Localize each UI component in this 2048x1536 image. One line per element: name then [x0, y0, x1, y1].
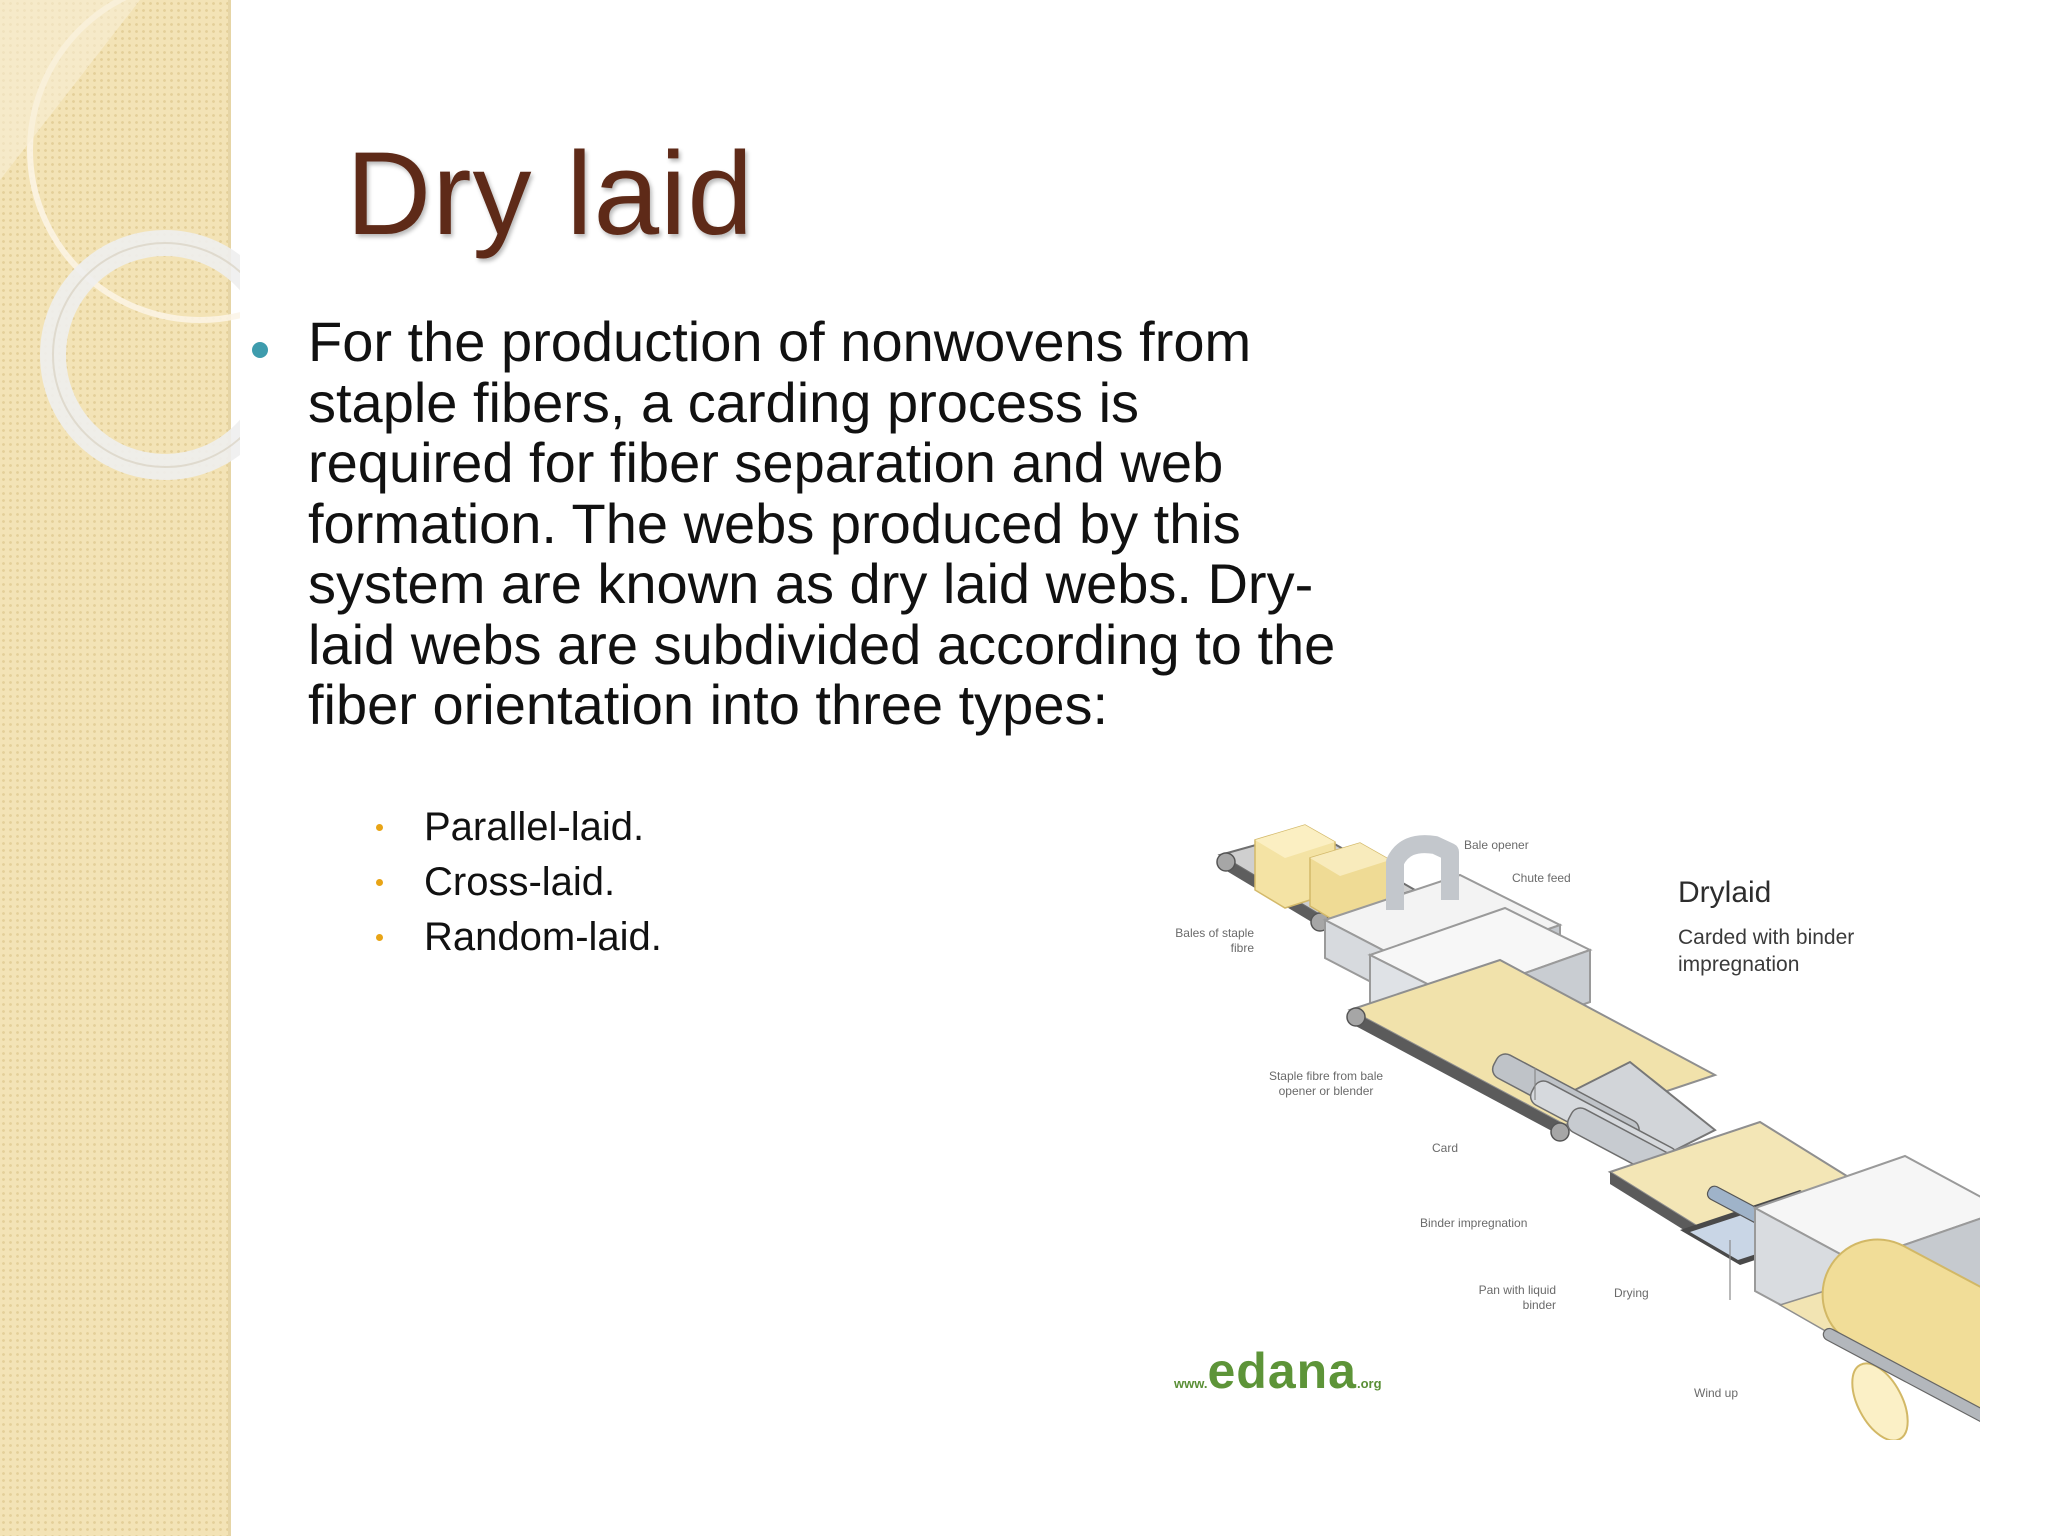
slide-title: Dry laid: [346, 128, 754, 260]
sub-bullet-text: Random-laid.: [424, 915, 662, 959]
edana-logo: [1174, 1342, 1382, 1400]
label-pan-with-liquid-binder: Pan with liquid binder: [1478, 1283, 1556, 1312]
sub-bullet-marker: [376, 934, 383, 941]
sub-bullet-item: [372, 855, 662, 910]
logo-prefix: www.: [1174, 1376, 1208, 1391]
label-chute-feed: Chute feed: [1512, 871, 1571, 885]
sub-bullet-text: Parallel-laid.: [424, 805, 645, 849]
logo-name: edana: [1207, 1343, 1357, 1399]
sub-bullet-text: Cross-laid.: [424, 860, 616, 904]
label-bale-opener: Bale opener: [1464, 838, 1529, 852]
diagram-title: Drylaid: [1678, 876, 1772, 909]
label-card: Card: [1432, 1141, 1459, 1155]
main-bullet-text: For the production of nonwovens from staple fibers, a carding process is required for fiber separation and web formation. The webs produced by this system are known as dry laid webs. Dry-laid webs are subdivided according to the fiber orientation into three types:: [308, 310, 1336, 736]
logo-suffix: .org: [1356, 1376, 1382, 1391]
sub-bullet-item: [372, 910, 662, 965]
decorative-rings: [0, 0, 240, 520]
label-bales-of-staple-fibre: Bales of staple fibre: [1175, 926, 1254, 955]
label-drying: Drying: [1614, 1286, 1649, 1300]
sub-bullet-list: [372, 800, 662, 965]
diagram-subtitle: Carded with binder impregnation: [1678, 926, 1855, 976]
sub-bullet-item: [372, 800, 662, 855]
label-wind-up: Wind up: [1694, 1386, 1739, 1400]
label-binder-impregnation: Binder impregnation: [1420, 1216, 1528, 1230]
label-staple-fibre-source: Staple fibre from bale opener or blender: [1268, 1069, 1384, 1098]
sub-bullet-marker: [376, 879, 383, 886]
sub-bullet-marker: [376, 824, 383, 831]
bullet-marker: [252, 342, 268, 358]
